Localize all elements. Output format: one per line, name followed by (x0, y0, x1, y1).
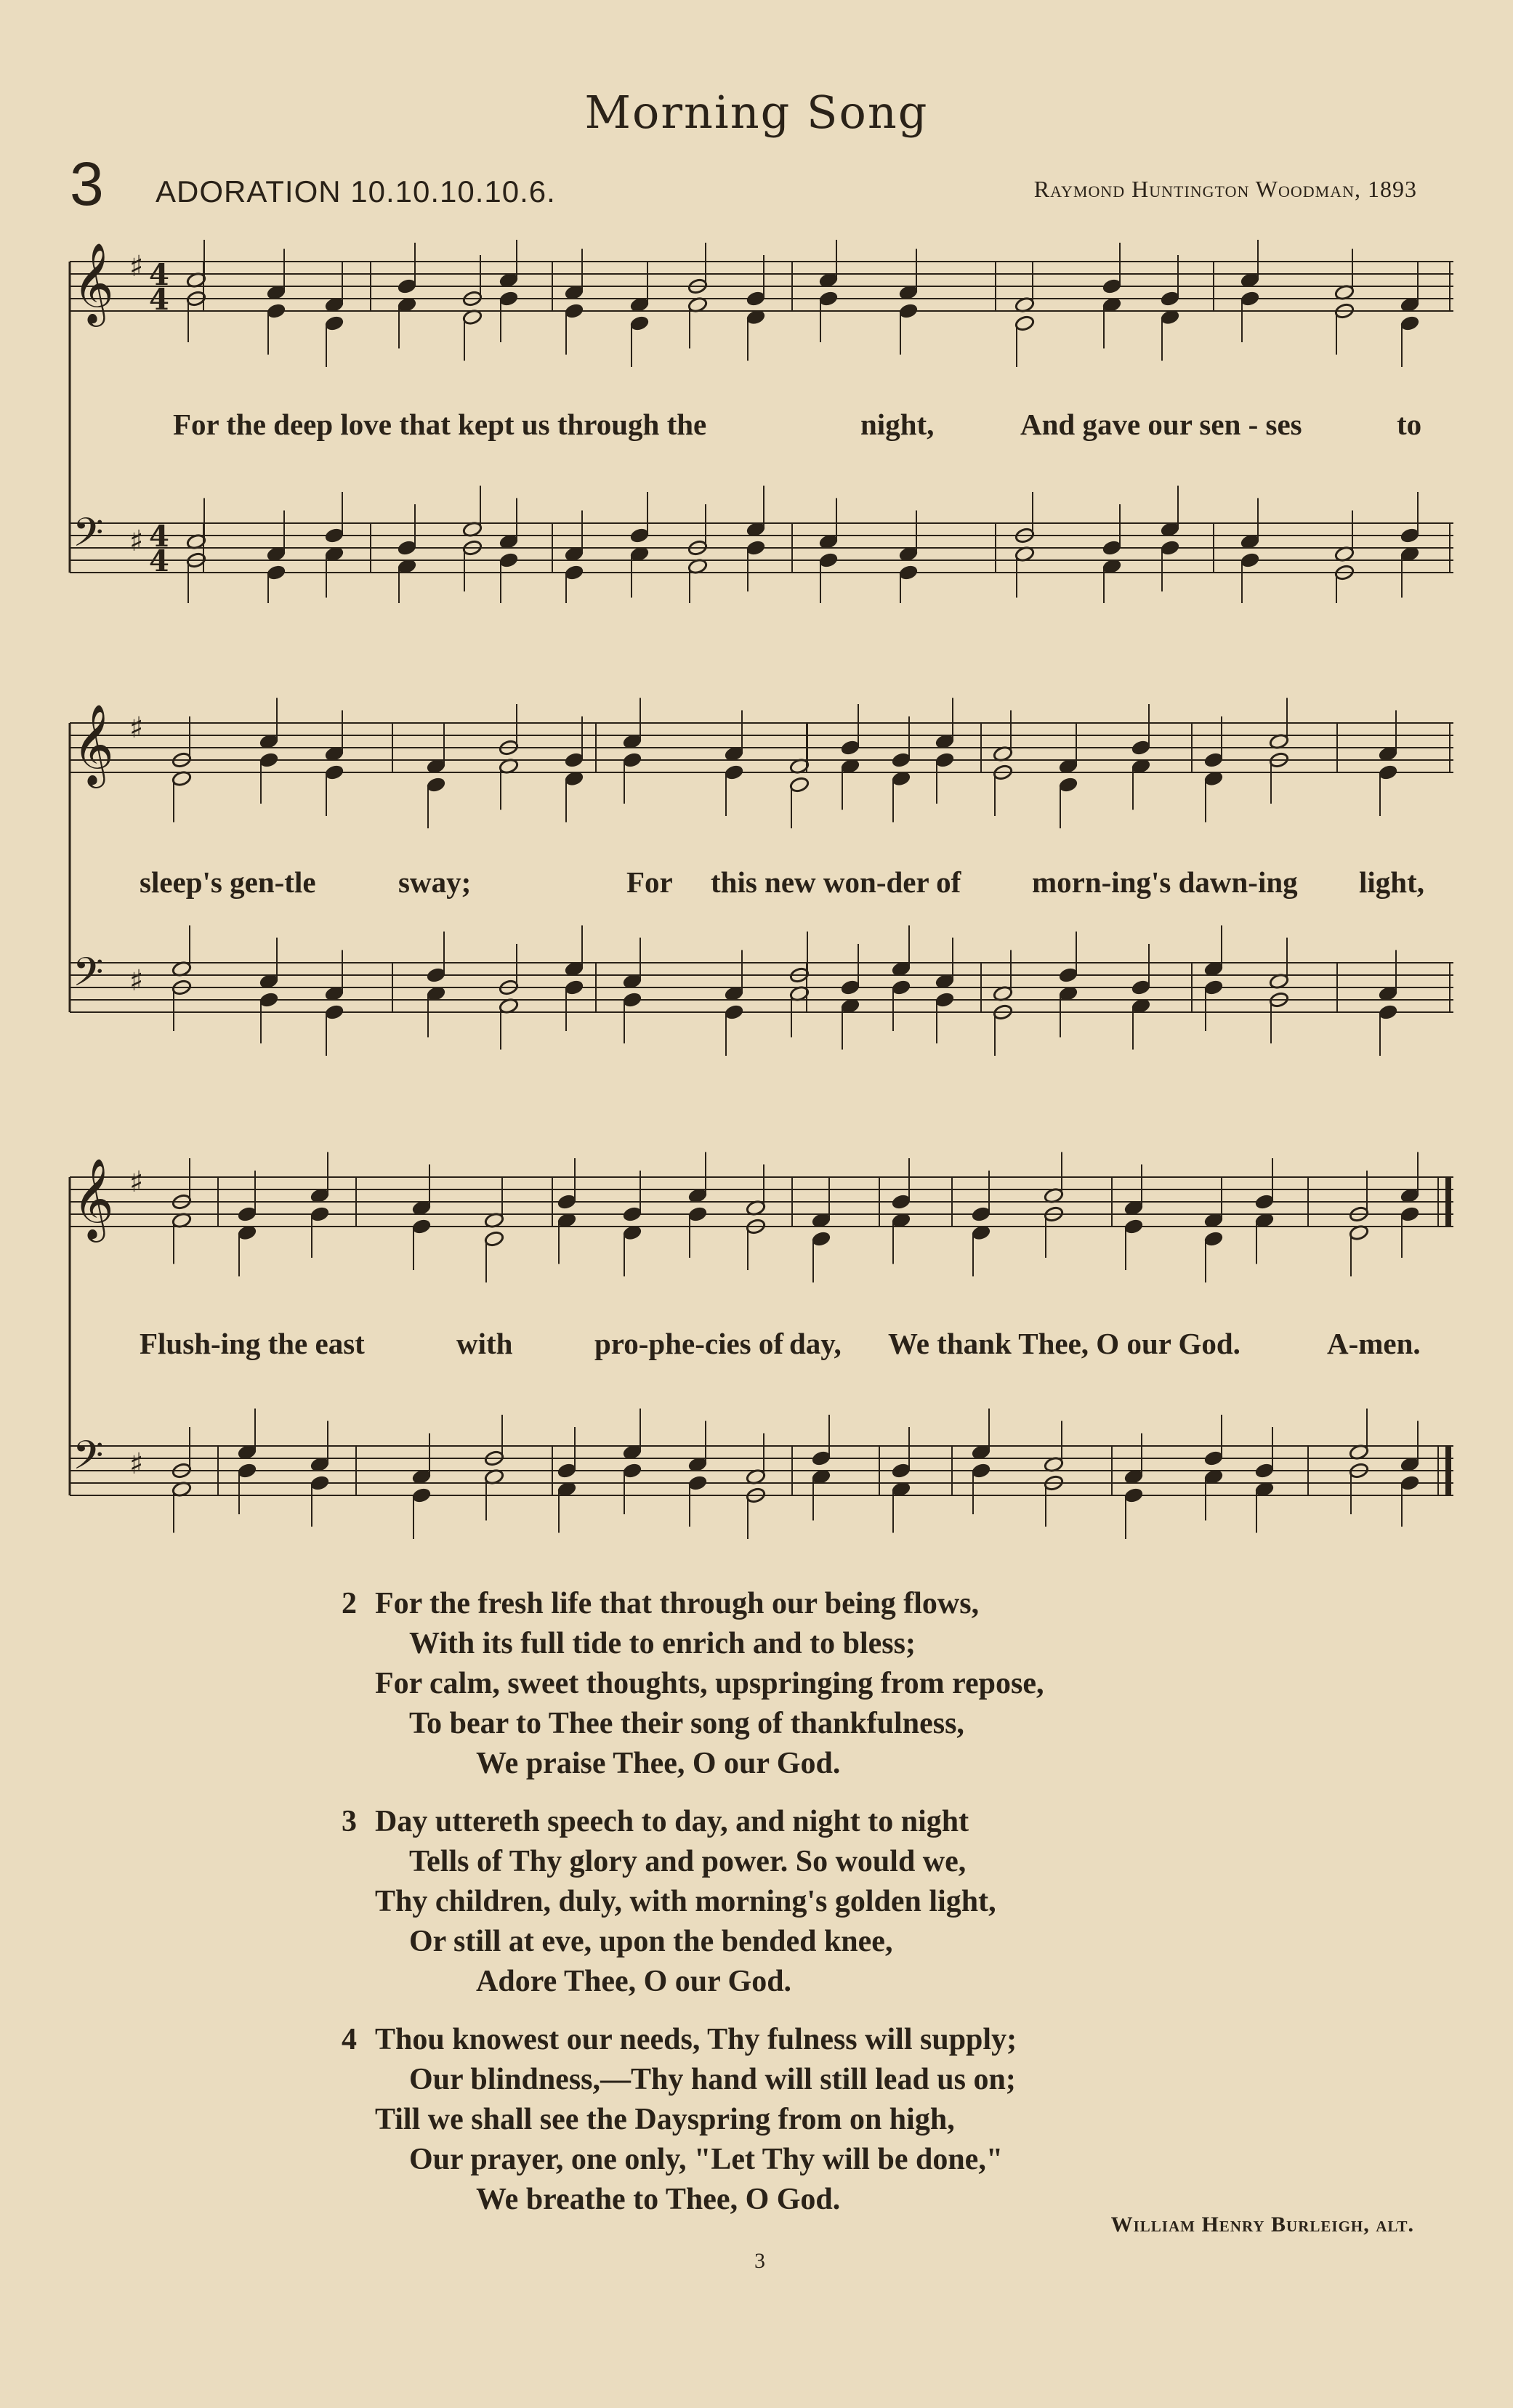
note-head (746, 539, 766, 556)
note-head (746, 290, 766, 307)
note-head (557, 1462, 577, 1479)
lyric-line-2f: light, (1359, 865, 1424, 899)
stanza-line: Our prayer, one only, "Let Thy will be done," (409, 2143, 1004, 2176)
stanza-line: For calm, sweet thoughts, upspringing from repose, (375, 1667, 1044, 1700)
note-head (1254, 1193, 1275, 1210)
note-head (397, 278, 417, 294)
note-head (1378, 764, 1398, 780)
lyric-line-2c: For (626, 865, 673, 899)
tune-name: ADORATION 10.10.10.10.6. (156, 174, 556, 209)
note-head (324, 1003, 344, 1020)
note-head (818, 290, 839, 307)
stanza-number: 3 (342, 1805, 357, 1838)
stanza-line: Thy children, duly, with morning's golden light, (375, 1885, 996, 1918)
treble-clef-icon: 𝄞 (73, 703, 114, 785)
note-head (259, 751, 279, 768)
stanza-line: Or still at eve, upon the bended knee, (409, 1925, 893, 1958)
time-signature: 4 (149, 544, 169, 578)
note-head (724, 764, 744, 780)
note-head (266, 564, 286, 581)
stanza-number: 4 (342, 2023, 357, 2056)
stanza-2 (342, 1584, 1044, 1784)
note-head (564, 302, 584, 319)
hymn-number: 3 (70, 150, 104, 218)
note-head (687, 1205, 708, 1222)
note-head (237, 1462, 257, 1479)
note-head (971, 1462, 991, 1479)
final-barline (1445, 1446, 1451, 1495)
note-head (564, 751, 584, 768)
note-head (499, 552, 519, 568)
note-head (426, 776, 446, 793)
note-head (1131, 979, 1151, 995)
bass-clef-icon: 𝄢 (73, 1432, 104, 1488)
stanza-line: We breathe to Thee, O God. (476, 2183, 841, 2216)
note-head (840, 979, 860, 995)
lyric-line-2a: sleep's gen-tle (140, 865, 316, 899)
note-head (1131, 739, 1151, 756)
note-head (1102, 278, 1122, 294)
note-head (1123, 1487, 1144, 1503)
note-head (1203, 979, 1224, 995)
note-head (1203, 1450, 1224, 1466)
note-head (1102, 539, 1122, 556)
stanza-line: Day uttereth speech to day, and night to night (375, 1805, 969, 1838)
note-head (818, 552, 839, 568)
note-head (622, 1205, 642, 1222)
note-head (1240, 552, 1260, 568)
note-head (724, 1003, 744, 1020)
note-head (324, 315, 344, 331)
note-head (1400, 527, 1420, 544)
lyric-line-1c: And gave our sen - ses (1020, 408, 1302, 441)
stanza-line: Our blindness,—Thy hand will still lead us on; (409, 2063, 1016, 2096)
note-head (324, 764, 344, 780)
bass-clef-icon: 𝄢 (73, 509, 104, 565)
note-head (499, 290, 519, 307)
sharp-icon: ♯ (129, 711, 144, 745)
stanza-line: Tells of Thy glory and power. So would we, (409, 1845, 967, 1878)
note-head (891, 1193, 911, 1210)
note-head (1058, 776, 1078, 793)
lyric-line-3b: with (456, 1327, 513, 1360)
note-head (564, 979, 584, 995)
note-head (266, 302, 286, 319)
note-head (840, 739, 860, 756)
note-head (1240, 290, 1260, 307)
lyric-line-1b: night, (860, 408, 935, 441)
stanza-3 (342, 1802, 996, 2002)
lyric-line-3f: A-men. (1327, 1327, 1421, 1360)
note-head (1160, 539, 1180, 556)
note-head (310, 1205, 330, 1222)
stanza-line: With its full tide to enrich and to bless; (409, 1627, 916, 1660)
note-head (1123, 1218, 1144, 1235)
bass-clef-icon: 𝄢 (73, 949, 104, 1005)
note-head (1254, 1462, 1275, 1479)
final-barline (1445, 1177, 1451, 1227)
note-head (1058, 966, 1078, 983)
note-head (811, 1450, 831, 1466)
note-head (1160, 290, 1180, 307)
stanza-line: To bear to Thee their song of thankfulness, (409, 1707, 964, 1740)
note-head (411, 1218, 432, 1235)
stanza-number: 2 (342, 1587, 357, 1620)
note-head (935, 751, 955, 768)
note-head (411, 1487, 432, 1503)
note-head (1400, 1205, 1420, 1222)
sharp-icon: ♯ (129, 250, 144, 283)
note-head (898, 564, 919, 581)
note-head (324, 527, 344, 544)
note-head (259, 991, 279, 1008)
note-head (310, 1474, 330, 1491)
stanza-4 (342, 2020, 1017, 2220)
sharp-icon: ♯ (129, 964, 144, 998)
time-signature: 4 (149, 283, 169, 317)
lyric-line-3e: We thank Thee, O our God. (888, 1327, 1240, 1360)
treble-clef-icon: 𝄞 (73, 242, 114, 323)
stanza-line: We praise Thee, O our God. (476, 1747, 841, 1780)
note-head (789, 776, 810, 793)
note-head (237, 1205, 257, 1222)
note-head (891, 1462, 911, 1479)
note-head (484, 1230, 504, 1247)
note-head (811, 1230, 831, 1247)
lyric-line-3a: Flush-ing the east (140, 1327, 365, 1360)
sharp-icon: ♯ (129, 525, 144, 558)
note-head (622, 1462, 642, 1479)
hymn-title: Morning Song (584, 86, 929, 139)
note-head (1400, 1474, 1420, 1491)
note-head (557, 1193, 577, 1210)
note-head (1203, 751, 1224, 768)
lyric-line-1d: to (1397, 408, 1422, 441)
time-signature: 4 (149, 258, 169, 292)
stanza-line: Adore Thee, O our God. (476, 1965, 792, 1998)
note-head (935, 991, 955, 1008)
lyric-line-2d: this new won-der of (711, 865, 961, 899)
page-mark: 3 (754, 2249, 765, 2273)
note-head (397, 539, 417, 556)
sharp-icon: ♯ (129, 1447, 144, 1481)
lyric-line-1a: For the deep love that kept us through the (173, 408, 707, 441)
note-head (1203, 1230, 1224, 1247)
lyric-line-3c: pro-phe-cies of (594, 1327, 784, 1360)
note-head (687, 1474, 708, 1491)
note-head (564, 564, 584, 581)
stanza-line: Thou knowest our needs, Thy fulness will supply; (375, 2023, 1017, 2056)
note-head (1014, 315, 1035, 331)
author-credit: William Henry Burleigh, alt. (1110, 2213, 1414, 2237)
note-head (629, 527, 650, 544)
note-head (1400, 315, 1420, 331)
note-head (629, 315, 650, 331)
note-head (426, 966, 446, 983)
stanza-line: Till we shall see the Dayspring from on high, (375, 2103, 955, 2136)
lyric-line-2e: morn-ing's dawn-ing (1032, 865, 1298, 899)
note-head (622, 751, 642, 768)
note-head (622, 991, 642, 1008)
note-head (898, 302, 919, 319)
note-head (891, 751, 911, 768)
time-signature: 4 (149, 520, 169, 554)
composer-credit: Raymond Huntington Woodman, 1893 (1033, 176, 1417, 202)
note-head (971, 1205, 991, 1222)
lyric-line-2b: sway; (398, 865, 472, 899)
sharp-icon: ♯ (129, 1165, 144, 1199)
treble-clef-icon: 𝄞 (73, 1157, 114, 1239)
note-head (1378, 1003, 1398, 1020)
stanza-line: For the fresh life that through our being flows, (375, 1587, 980, 1620)
note-head (891, 979, 911, 995)
lyric-line-3d: day, (789, 1327, 842, 1360)
